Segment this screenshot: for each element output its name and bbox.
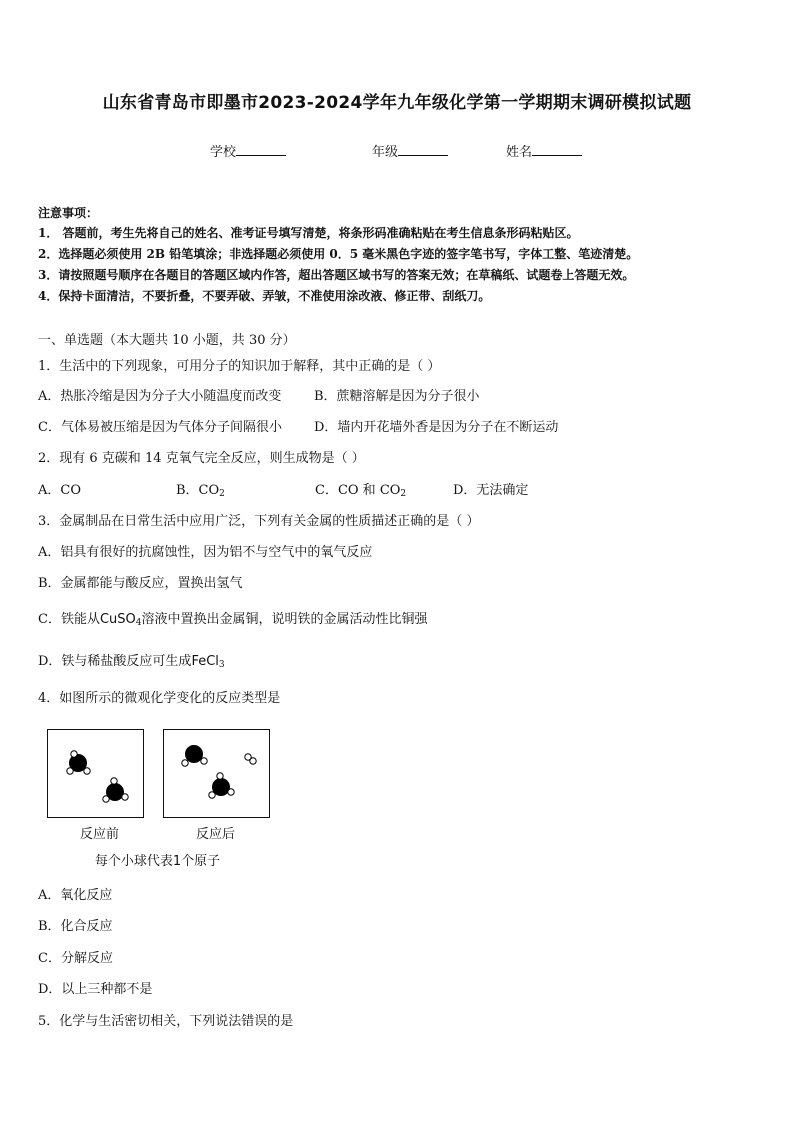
grade-field[interactable] — [372, 141, 448, 160]
name-label: 姓名 — [506, 145, 533, 160]
q5-stem: 5．化学与生活密切相关，下列说法错误的是 — [38, 1014, 294, 1029]
after-label: 反应后 — [196, 827, 236, 842]
q1-option-c: C．气体易被压缩是因为气体分子间隔很小 — [38, 420, 282, 435]
molecule-diagram-before — [48, 730, 143, 817]
diagram-caption: 每个小球代表1个原子 — [94, 854, 221, 869]
small-atom — [182, 760, 188, 766]
q1-option-b: B．蔗糖溶解是因为分子很小 — [314, 389, 480, 404]
q2-option-a: A．CO — [38, 483, 81, 498]
small-atom — [71, 751, 77, 757]
q3-option-a: A．铝具有很好的抗腐蚀性，因为铝不与空气中的氧气反应 — [38, 545, 373, 560]
small-atom — [111, 778, 117, 784]
page-title: 山东省青岛市即墨市2023-2024学年九年级化学第一学期期末调研模拟试题 — [102, 93, 692, 113]
q4-option-c: C．分解反应 — [38, 951, 113, 966]
small-atom — [67, 768, 73, 774]
note-item: 1． 答题前，考生先将自己的姓名、准考证号填写清楚，将条形码准确粘贴在考生信息条形码粘贴区。 — [38, 226, 579, 240]
note-item: 4．保持卡面清洁，不要折叠，不要弄破、弄皱，不准使用涂改液、修正带、刮纸刀。 — [38, 289, 491, 303]
small-atom — [228, 789, 234, 795]
small-atom — [201, 758, 207, 764]
q4-stem: 4．如图所示的微观化学变化的反应类型是 — [38, 691, 281, 706]
q1-option-a: A．热胀冷缩是因为分子大小随温度而改变 — [38, 389, 282, 404]
q2-option-c: C．CO 和 $CO_2$ — [315, 483, 407, 499]
section-heading: 一、单选题（本大题共 10 小题，共 30 分） — [38, 333, 296, 348]
small-atom — [122, 794, 128, 800]
q2-option-d: D．无法确定 — [453, 483, 529, 498]
note-item: 2．选择题必须使用 2B 铅笔填涂；非选择题必须使用 0．5 毫米黑色字迹的签字笔书写，字体工整、笔迹清楚。 — [38, 247, 639, 261]
q4-option-a: A．氧化反应 — [38, 888, 113, 903]
q1-option-d: D．墙内开花墙外香是因为分子在不断运动 — [314, 420, 559, 435]
notes-heading: 注意事项： — [38, 206, 99, 220]
small-atom — [217, 773, 223, 779]
school-field[interactable] — [210, 141, 286, 160]
small-atom — [209, 792, 215, 798]
diatomic-small-molecule — [245, 754, 256, 764]
grade-blank[interactable] — [398, 142, 448, 156]
q3-stem: 3．金属制品在日常生活中应用广泛，下列有关金属的性质描述正确的是（ ） — [38, 514, 480, 529]
molecule-large-atom-with-three-small — [103, 778, 128, 802]
q3-option-b: B．金属都能与酸反应，置换出氢气 — [38, 576, 243, 591]
name-field[interactable] — [506, 141, 582, 160]
q1-stem: 1．生活中的下列现象，可用分子的知识加于解释，其中正确的是（ ） — [38, 359, 441, 374]
small-atom — [103, 796, 109, 802]
q2-option-b: B．$CO_2$ — [176, 483, 225, 499]
school-label: 学校 — [210, 145, 237, 160]
before-label: 反应前 — [80, 827, 120, 842]
reaction-before-box — [47, 729, 144, 818]
q3-option-c: C．铁能从CuSO$_4$溶液中置换出金属铜，说明铁的金属活动性比铜强 — [38, 612, 428, 628]
molecule-large-atom-with-three-small — [209, 773, 234, 798]
q3-option-d: D．铁与稀盐酸反应可生成FeCl$_3$ — [38, 654, 225, 670]
small-atom — [250, 758, 256, 764]
molecule-diagram-after — [164, 730, 269, 817]
school-blank[interactable] — [236, 142, 286, 156]
large-atom — [186, 746, 203, 763]
q2-stem: 2．现有 6 克碳和 14 克氧气完全反应，则生成物是（ ） — [38, 451, 365, 466]
molecule-large-atom-with-two-small — [182, 746, 207, 767]
reaction-after-box — [163, 729, 270, 818]
name-blank[interactable] — [532, 142, 582, 156]
small-atom — [84, 768, 90, 774]
note-item: 3．请按照题号顺序在各题目的答题区域内作答，超出答题区域书写的答案无效；在草稿纸、试题卷上答题无效。 — [38, 268, 635, 282]
q4-option-b: B．化合反应 — [38, 919, 113, 934]
q4-option-d: D．以上三种都不是 — [38, 982, 153, 997]
grade-label: 年级 — [372, 145, 399, 160]
molecule-large-atom-with-two-small — [67, 751, 90, 774]
